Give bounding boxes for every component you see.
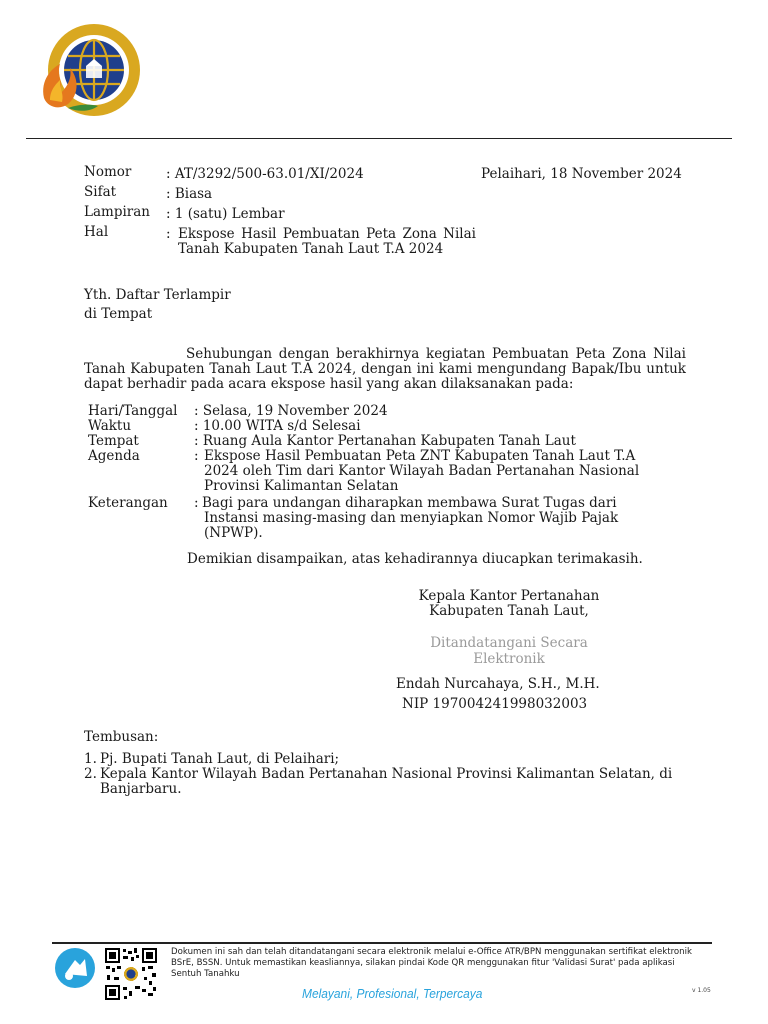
closing-sentence: Demikian disampaikan, atas kehadirannya diucapkan terimakasih. [187,551,643,567]
hal-label: Hal [84,224,109,240]
cc-item-num: 2. [84,766,97,782]
lampiran-label: Lampiran [84,204,150,220]
recipient-line1: Yth. Daftar Terlampir [84,287,231,303]
hari-value: : Selasa, 19 November 2024 [194,403,388,419]
recipient-line2: di Tempat [84,306,153,322]
footer-divider [52,942,712,944]
nomor-value: : AT/3292/500-63.01/XI/2024 [166,166,364,182]
header-divider [26,138,732,139]
nomor-label: Nomor [84,164,132,180]
e-sign-line1: Ditandatangani Secara [430,635,588,651]
opening-paragraph: Sehubungan dengan berakhirnya kegiatan Pembuatan Peta Zona Nilai Tanah Kabupaten Tanah Laut T.A 2024, dengan ini kami mengundang Bapak/Ibu untuk dapat berhadir pada acara ekspose hasil yang akan dilaksanakan pada: [84,346,686,392]
signer-title-line2: Kabupaten Tanah Laut, [429,603,589,619]
cc-item-text: Pj. Bupati Tanah Laut, di Pelaihari; [100,751,340,767]
agenda-value: Ekspose Hasil Pembuatan Peta ZNT Kabupaten Tanah Laut T.A 2024 oleh Tim dari Kantor Wilayah Badan Pertanahan Nasional Provinsi Kalimantan Selatan [204,448,640,494]
waktu-value: : 10.00 WITA s/d Selesai [194,418,361,434]
waktu-label: Waktu [88,418,132,434]
signer-title-line1: Kepala Kantor Pertanahan [418,588,600,604]
tempat-value: : Ruang Aula Kantor Pertanahan Kabupaten Tanah Laut [194,433,576,449]
keterangan-colon: : [194,495,199,511]
hal-value: Ekspose Hasil Pembuatan Peta Zona Nilai Tanah Kabupaten Tanah Laut T.A 2024 [178,226,476,257]
keterangan-label: Keterangan [88,495,168,511]
cc-heading: Tembusan: [84,729,159,745]
lampiran-value: : 1 (satu) Lembar [166,206,285,222]
place-date: Pelaihari, 18 November 2024 [481,166,682,182]
footer-motto: Melayani, Profesional, Terpercaya [302,986,483,1001]
cc-item-text: Kepala Kantor Wilayah Badan Pertanahan Nasional Provinsi Kalimantan Selatan, di [100,766,673,782]
agenda-label: Agenda [88,448,140,464]
footer-validation-note: Dokumen ini sah dan telah ditandatangani secara elektronik melalui e-Office ATR/BPN menggunakan sertifikat elektronik BSrE, BSSN. Untuk memastikan keasliannya, silakan pindai Kode QR menggunakan fitur 'Validasi Surat' pada aplikasi Sentuh Tanahku [171,947,692,979]
signer-nip: NIP 197004241998032003 [402,696,588,712]
sifat-value: : Biasa [166,186,213,202]
hal-colon: : [166,226,171,242]
qr-code-icon [104,947,158,1001]
atr-bpn-logo [38,20,142,124]
keterangan-value: Bagi para undangan diharapkan membawa Surat Tugas dari Instansi masing-masing dan menyiapkan Nomor Wajib Pajak (NPWP). [202,495,619,541]
cc-item-num: 1. [84,751,97,767]
footer-version: v 1.05 [692,987,711,994]
sentuh-tanahku-badge-icon [53,946,97,990]
cc-item-text: Banjarbaru. [100,781,182,797]
tempat-label: Tempat [88,433,139,449]
hari-label: Hari/Tanggal [88,403,178,419]
signer-name: Endah Nurcahaya, S.H., M.H. [396,676,600,692]
agenda-colon: : [194,448,199,464]
e-sign-line2: Elektronik [473,651,545,667]
sifat-label: Sifat [84,184,117,200]
